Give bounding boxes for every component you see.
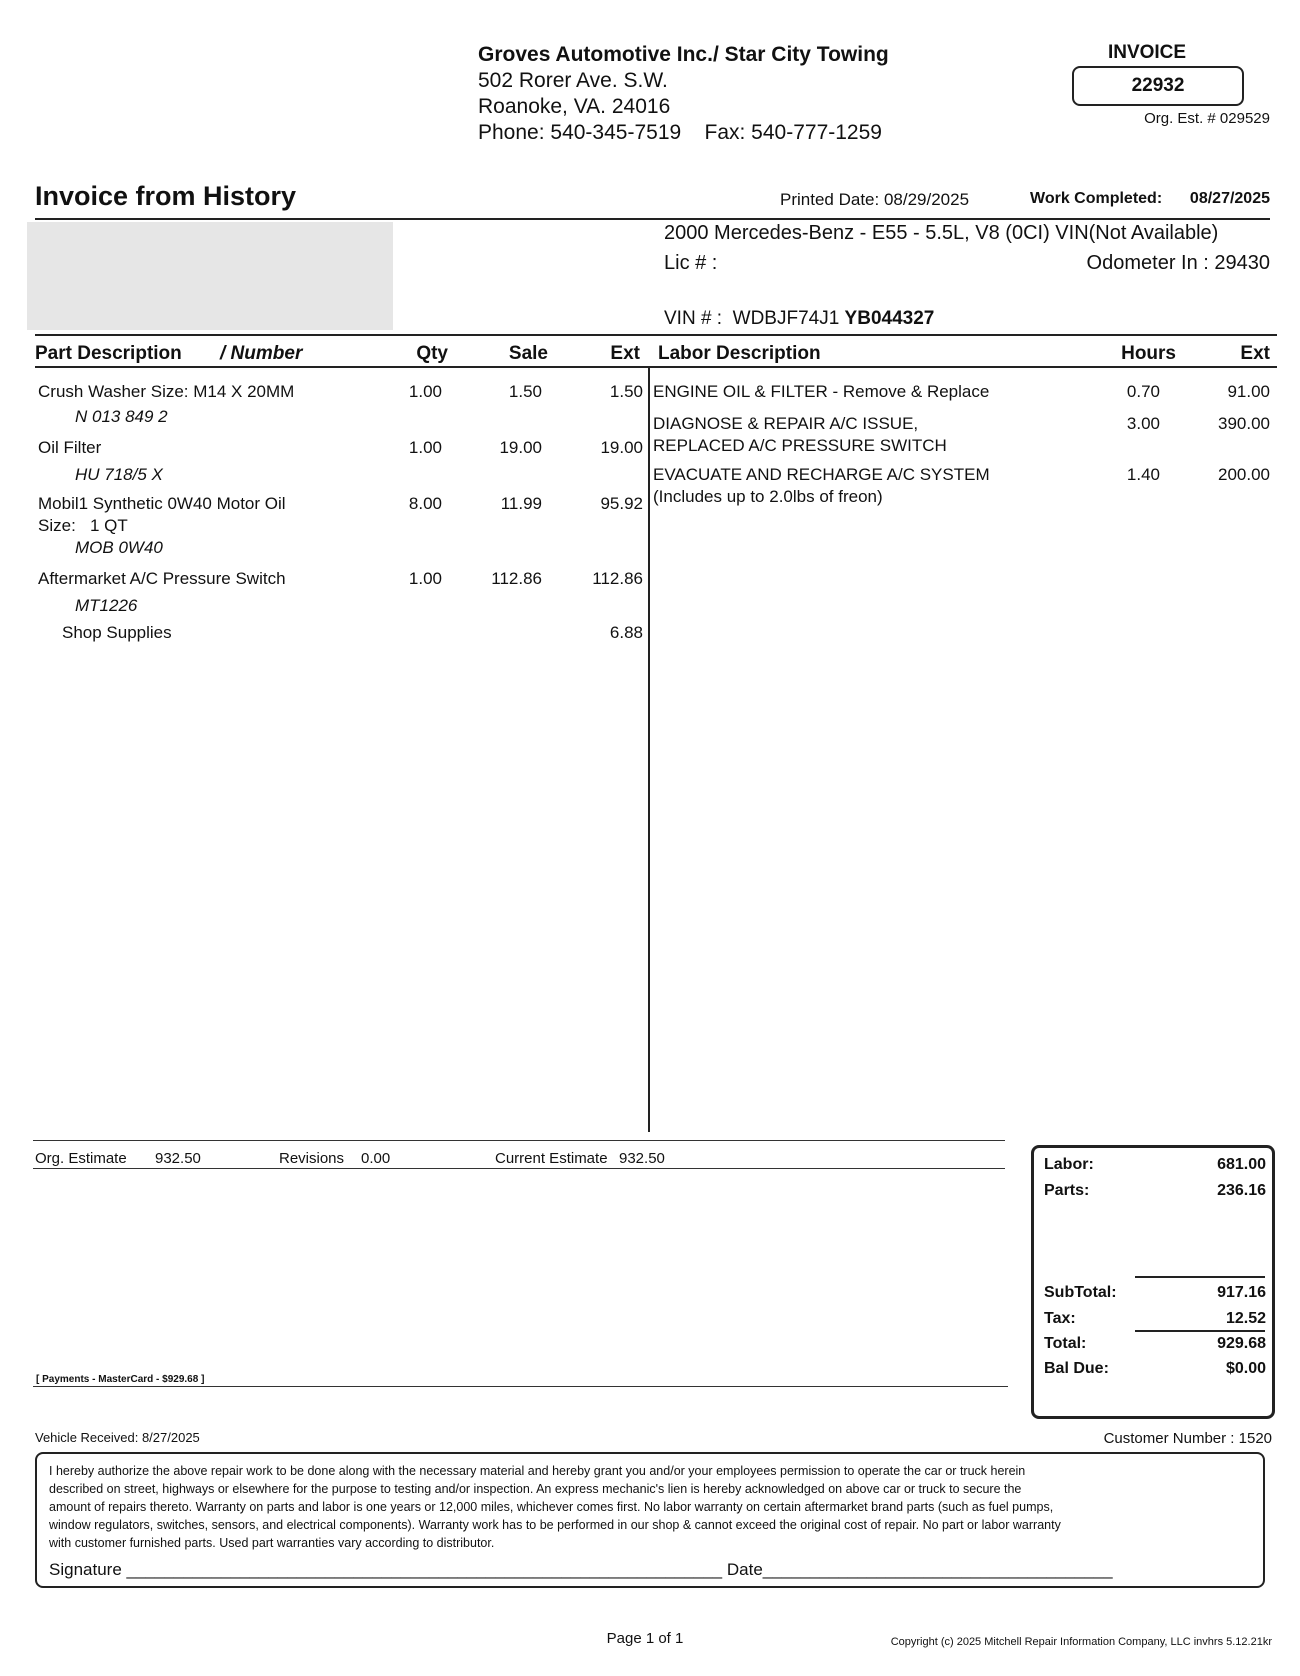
part-qty: 8.00: [408, 494, 442, 513]
vehicle-received: Vehicle Received: 8/27/2025: [35, 1430, 200, 1445]
labor-hours: 0.70: [1126, 382, 1160, 401]
col-qty: Qty: [416, 343, 448, 364]
vin-suffix: YB044327: [844, 308, 935, 329]
part-ext: 95.92: [600, 494, 643, 513]
odometer-in: Odometer In : 29430: [1086, 252, 1270, 274]
tax-label: Tax:: [1044, 1310, 1076, 1327]
labor-hours: 1.40: [1126, 465, 1160, 484]
part-number: HU 718/5 X: [75, 465, 163, 484]
divider: [35, 366, 1277, 368]
shop-supplies-ext: 6.88: [609, 623, 643, 642]
labor-hours: 3.00: [1126, 414, 1160, 433]
totals-box: [1031, 1145, 1275, 1419]
labor-desc-line2: REPLACED A/C PRESSURE SWITCH: [653, 436, 947, 455]
col-sale: Sale: [508, 343, 548, 364]
divider: [1135, 1276, 1265, 1278]
parts-total-label: Parts:: [1044, 1182, 1090, 1199]
vehicle-description: 2000 Mercedes-Benz - E55 - 5.5L, V8 (0CI) VIN(Not Available): [664, 222, 1219, 244]
authorization-box: [35, 1452, 1265, 1588]
tax: 12.52: [1225, 1310, 1266, 1327]
divider: [33, 1140, 1005, 1141]
part-number: MOB 0W40: [75, 538, 163, 557]
labor-total-label: Labor:: [1044, 1156, 1094, 1173]
current-estimate-label: Current Estimate: [495, 1150, 608, 1167]
work-completed-date: 08/27/2025: [1189, 190, 1270, 207]
labor-ext: 390.00: [1218, 414, 1270, 433]
labor-total: 681.00: [1217, 1156, 1266, 1173]
total: 929.68: [1217, 1335, 1266, 1352]
part-sale: 19.00: [499, 438, 542, 457]
col-labor-description: Labor Description: [658, 343, 821, 364]
part-qty: 1.00: [408, 382, 442, 401]
part-ext: 19.00: [600, 438, 643, 457]
divider: [33, 1168, 1005, 1169]
col-part-number: / Number: [220, 343, 303, 364]
page-number: Page 1 of 1: [606, 1630, 684, 1647]
labor-ext: 200.00: [1218, 465, 1270, 484]
bal-due-label: Bal Due:: [1044, 1360, 1109, 1377]
shop-address-1: 502 Rorer Ave. S.W.: [478, 69, 668, 92]
part-desc-line2: Size: 1 QT: [38, 516, 128, 535]
parts-total: 236.16: [1217, 1182, 1266, 1199]
vin: [664, 308, 934, 330]
vin-prefix: VIN # : WDBJF74J1: [664, 308, 845, 329]
org-estimate-value: 932.50: [155, 1150, 201, 1167]
part-number: MT1226: [75, 596, 138, 615]
column-separator: [648, 366, 650, 1132]
part-desc: Aftermarket A/C Pressure Switch: [38, 569, 286, 588]
shop-phone-fax: Phone: 540-345-7519 Fax: 540-777-1259: [478, 121, 882, 144]
col-part-description: Part Description: [35, 343, 182, 364]
shop-address-2: Roanoke, VA. 24016: [478, 95, 671, 118]
part-sale: 11.99: [500, 494, 542, 513]
authorization-text: [49, 1462, 1199, 1552]
org-estimate-label: Org. Estimate: [35, 1150, 127, 1167]
divider: [1135, 1330, 1265, 1332]
revisions-value: 0.00: [361, 1150, 391, 1167]
printed-date: Printed Date: 08/29/2025: [780, 190, 970, 209]
shop-info: [478, 42, 889, 146]
part-sale: 112.86: [491, 569, 542, 588]
col-hours: Hours: [1121, 343, 1176, 364]
labor-desc-line2: (Includes up to 2.0lbs of freon): [653, 487, 883, 506]
labor-desc: DIAGNOSE & REPAIR A/C ISSUE,: [653, 414, 919, 433]
shop-supplies-label: Shop Supplies: [62, 623, 172, 642]
subtotal-label: SubTotal:: [1044, 1284, 1117, 1301]
customer-number: Customer Number : 1520: [1103, 1430, 1272, 1447]
legal-line: window regulators, switches, sensors, and electrical components). Warranty work has to be performed in our shop & cannot exceed the original cost of repair. No part or labor warranty: [49, 1518, 1061, 1532]
divider: [33, 1386, 1008, 1387]
part-desc: Mobil1 Synthetic 0W40 Motor Oil: [38, 494, 286, 513]
shop-name: Groves Automotive Inc./ Star City Towing: [478, 43, 889, 66]
legal-line: described on street, highways or elsewhere for the purpose to testing and/or inspection. An express mechanic's lien is hereby acknowledged on above car or truck to secure the: [49, 1482, 1022, 1496]
labor-ext: 91.00: [1227, 382, 1270, 401]
page-title: Invoice from History: [35, 181, 297, 211]
license-number: Lic # :: [664, 252, 718, 274]
col-labor-ext: Ext: [1240, 343, 1270, 364]
part-number: N 013 849 2: [75, 407, 168, 426]
labor-desc: EVACUATE AND RECHARGE A/C SYSTEM: [653, 465, 990, 484]
part-sale: 1.50: [508, 382, 542, 401]
part-desc: Oil Filter: [38, 438, 102, 457]
invoice-number: 22932: [1072, 66, 1244, 106]
part-desc: Crush Washer Size: M14 X 20MM: [38, 382, 295, 401]
current-estimate-value: 932.50: [619, 1150, 665, 1167]
redacted-customer-block: [27, 222, 393, 330]
subtotal: 917.16: [1217, 1284, 1266, 1301]
part-qty: 1.00: [408, 569, 442, 588]
divider: [35, 334, 1277, 336]
copyright: Copyright (c) 2025 Mitchell Repair Information Company, LLC invhrs 5.12.21kr: [890, 1636, 1272, 1648]
signature-line: Signature _______________________________________________________________ Date_____________________________________: [49, 1560, 1113, 1579]
bal-due: $0.00: [1225, 1360, 1266, 1377]
legal-line: amount of repairs thereto. Warranty on parts and labor is one years or 12,000 miles, whichever comes first. No labor warranty on certain aftermarket brand parts (such as fuel pumps,: [49, 1500, 1054, 1514]
col-part-ext: Ext: [610, 343, 640, 364]
legal-line: with customer furnished parts. Used part warranties vary according to distributor.: [49, 1536, 495, 1550]
work-completed-label: Work Completed:: [1030, 190, 1163, 207]
payments-note: [ Payments - MasterCard - $929.68 ]: [36, 1374, 205, 1385]
revisions-label: Revisions: [279, 1150, 345, 1167]
part-ext: 112.86: [592, 569, 643, 588]
org-est-number: Org. Est. # 029529: [1144, 110, 1270, 127]
divider: [35, 218, 1270, 220]
labor-desc: ENGINE OIL & FILTER - Remove & Replace: [653, 382, 990, 401]
legal-line: I hereby authorize the above repair work to be done along with the necessary material and hereby grant you and/or your employees permission to operate the car or truck herein: [49, 1464, 1026, 1478]
invoice-label: INVOICE: [1107, 42, 1187, 63]
part-qty: 1.00: [408, 438, 442, 457]
part-ext: 1.50: [609, 382, 643, 401]
total-label: Total:: [1044, 1335, 1087, 1352]
